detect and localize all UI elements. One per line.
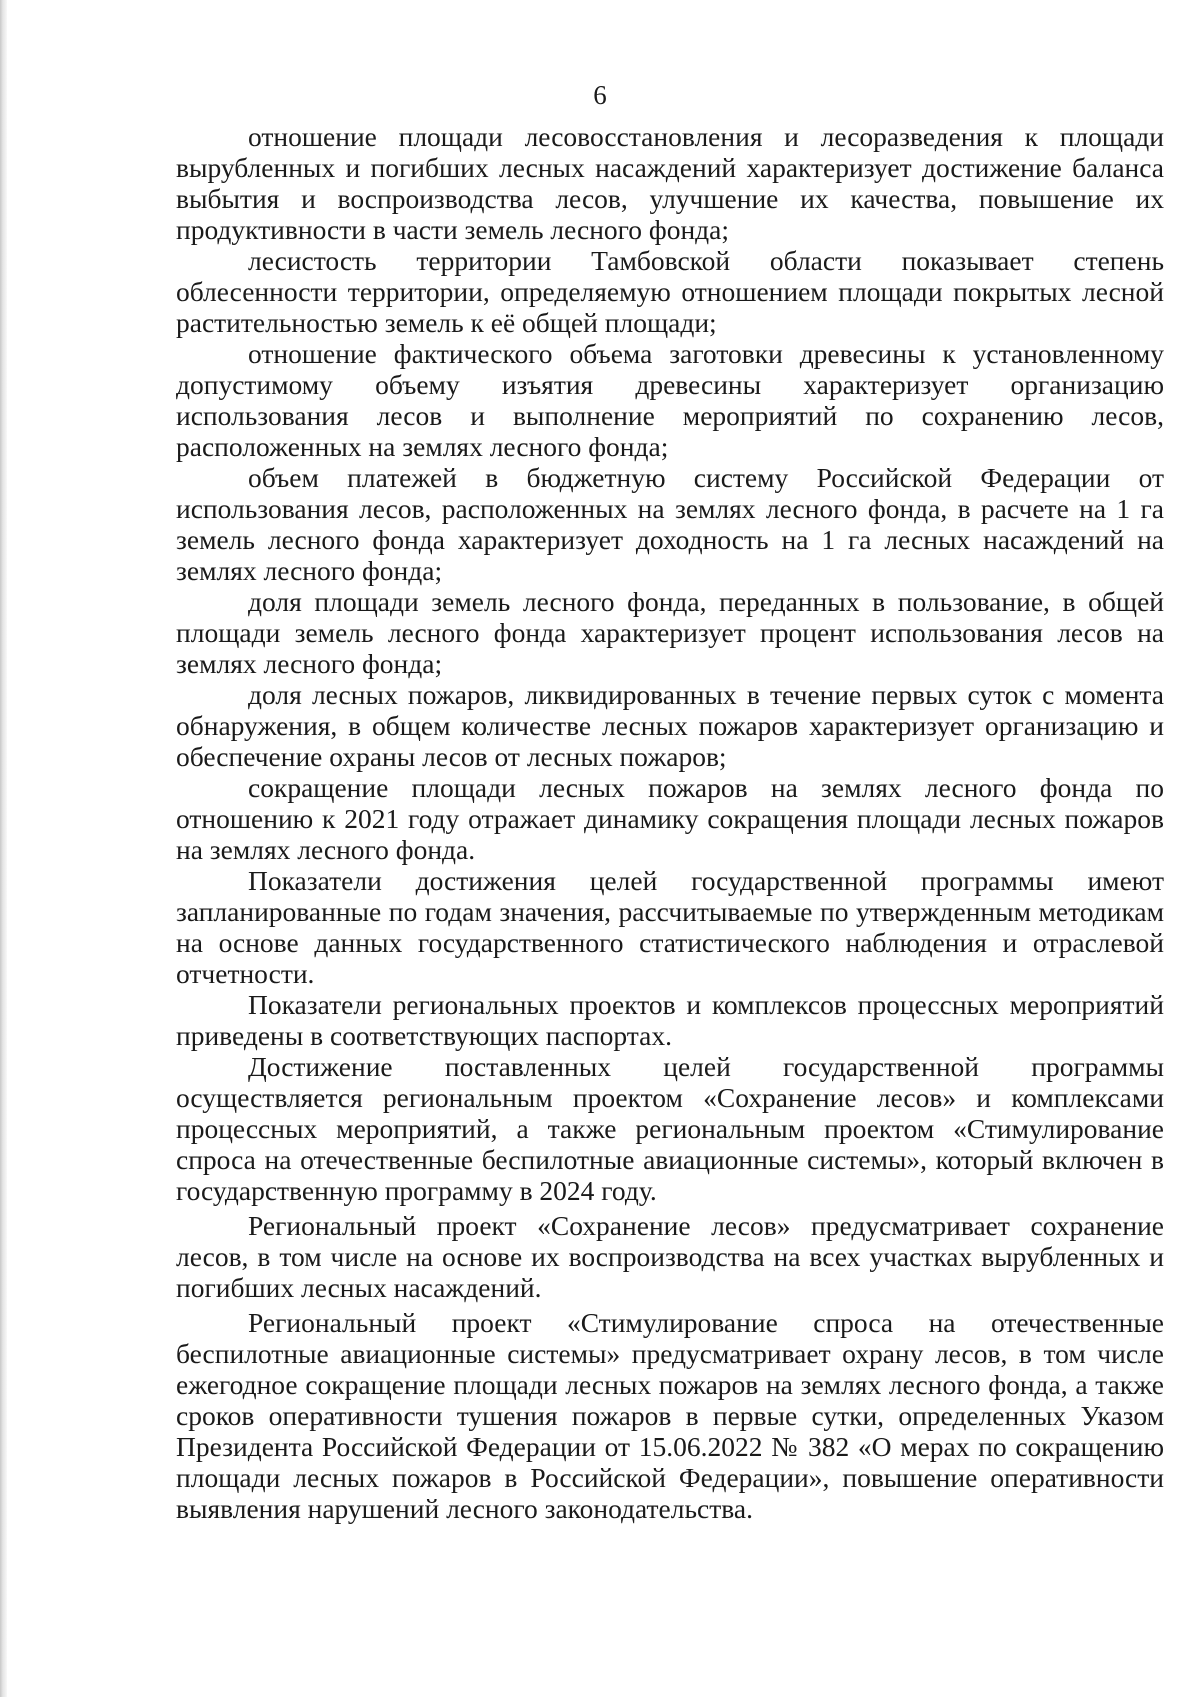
document-body: [176, 121, 1164, 1524]
paragraph-forest-cover: лесистость территории Тамбовской области показывает степень облесенности территории, определяемую отношением площади покрытых лесной растительностью земель к её общей площади;: [176, 245, 1164, 338]
paragraph-budget-payments: объем платежей в бюджетную систему Российской Федерации от использования лесов, расположенных на землях лесного фонда, в расчете на 1 га земель лесного фонда характеризует доходность на 1 га лесных насаждений на землях лесного фонда;: [176, 462, 1164, 586]
paragraph-fire-area-reduction: сокращение площади лесных пожаров на землях лесного фонда по отношению к 2021 году отражает динамику сокращения площади лесных пожаров на землях лесного фонда.: [176, 772, 1164, 865]
page-number: 6: [593, 80, 607, 110]
paragraph-project-indicators: Показатели региональных проектов и комплексов процессных мероприятий приведены в соответствующих паспортах.: [176, 989, 1164, 1051]
paragraph-leased-land-share: доля площади земель лесного фонда, переданных в пользование, в общей площади земель лесного фонда характеризует процент использования лесов на землях лесного фонда;: [176, 586, 1164, 679]
paragraph-timber-harvest-ratio: отношение фактического объема заготовки древесины к установленному допустимому объему изъятия древесины характеризует организацию использования лесов и выполнение мероприятий по сохранению лесов, расположенных на землях лесного фонда;: [176, 338, 1164, 462]
paragraph-drone-project: Региональный проект «Стимулирование спроса на отечественные беспилотные авиационные системы» предусматривает охрану лесов, в том числе ежегодное сокращение площади лесных пожаров на землях лесного фонда, а также сроков оперативности тушения пожаров в первые сутки, определенных Указом Президента Российской Федерации от 15.06.2022 № 382 «О мерах по сокращению площади лесных пожаров в Российской Федерации», повышение оперативности выявления нарушений лесного законодательства.: [176, 1307, 1164, 1524]
paragraph-reforestation-ratio: отношение площади лесовосстановления и лесоразведения к площади вырубленных и погибших лесных насаждений характеризует достижение баланса выбытия и воспроизводства лесов, улучшение их качества, повышение их продуктивности в части земель лесного фонда;: [176, 121, 1164, 245]
scan-edge-shadow: [0, 0, 7, 1697]
paragraph-goal-indicators: Показатели достижения целей государственной программы имеют запланированные по годам значения, рассчитываемые по утвержденным методикам на основе данных государственного статистического наблюдения и отраслевой отчетности.: [176, 865, 1164, 989]
paragraph-forest-preservation-project: Региональный проект «Сохранение лесов» предусматривает сохранение лесов, в том числе на основе их воспроизводства на всех участках вырубленных и погибших лесных насаждений.: [176, 1210, 1164, 1303]
paragraph-goal-achievement: Достижение поставленных целей государственной программы осуществляется региональным проектом «Сохранение лесов» и комплексами процессных мероприятий, а также региональным проектом «Стимулирование спроса на отечественные беспилотные авиационные системы», который включен в государственную программу в 2024 году.: [176, 1051, 1164, 1206]
paragraph-fires-first-day: доля лесных пожаров, ликвидированных в течение первых суток с момента обнаружения, в общем количестве лесных пожаров характеризует организацию и обеспечение охраны лесов от лесных пожаров;: [176, 679, 1164, 772]
